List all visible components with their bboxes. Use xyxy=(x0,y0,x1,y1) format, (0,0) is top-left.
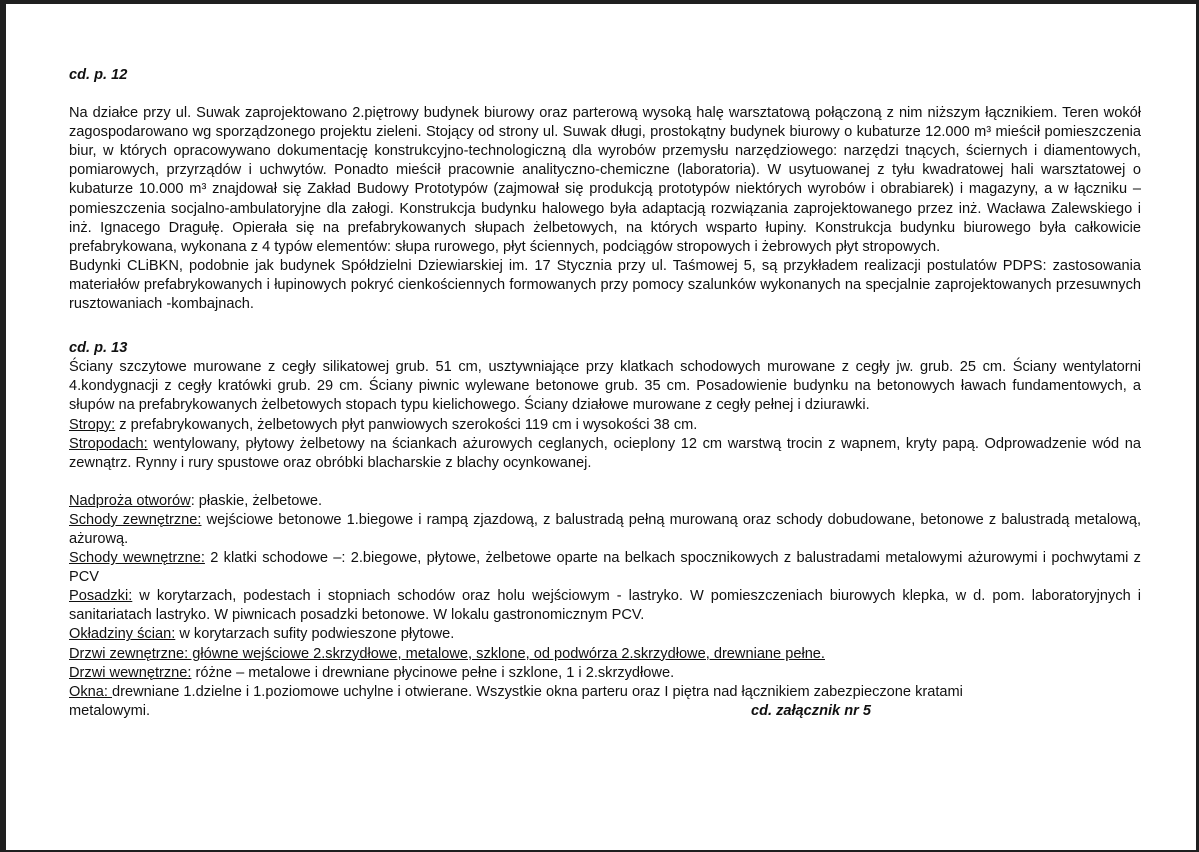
paragraph-walls: Ściany szczytowe murowane z cegły silikatowej grub. 51 cm, usztywniające przy klatkach schodowych murowane z cegły jw. grub. 25 cm. Ściany wentylatorni 4.kondygnacji z cegły kratówki grub. 29 cm. Ściany piwnic wylewane betonowe grub. 35 cm. Posadowienie budynku na betonowych ławach fundamentowych, a słupów na prefabrykowanych żelbetowych stopach typu kielichowego. Ściany działowe murowane z cegły pełnej i dziurawki. xyxy=(69,359,1141,414)
spec-label: Posadzki: xyxy=(69,588,133,605)
spec-label: Stropy: xyxy=(69,416,116,433)
spec-label: Drzwi zewnętrzne: główne wejściowe 2.skrzydłowe, metalowe, szklone, od podwórza 2.skrzydłowe, drewniane pełne. xyxy=(69,645,825,662)
section-heading-p13: cd. p. 13 xyxy=(69,340,128,357)
spacer xyxy=(69,314,1141,339)
spec-text: wejściowe betonowe 1.biegowe i rampą zjazdową, z balustradą pełną murowaną oraz schody dobudowane, betonowe z balustradą metalową, ażurową. xyxy=(69,511,1141,547)
spec-item xyxy=(69,511,1141,549)
spec-item xyxy=(69,625,1141,644)
spacer xyxy=(69,473,1141,492)
spec-label: Stropodach: xyxy=(69,435,148,452)
spec-item xyxy=(69,664,1141,683)
windows-last-line xyxy=(69,702,1141,721)
spec-text: : płaskie, żelbetowe. xyxy=(190,492,323,509)
spec-text: drewniane 1.dzielne i 1.poziomowe uchylne i otwierane. Wszystkie okna parteru oraz I piętra nad łącznikiem zabezpieczone kratami xyxy=(112,683,963,700)
spec-label: Schody zewnętrzne: xyxy=(69,511,202,528)
spec-item xyxy=(69,645,1141,664)
spec-item xyxy=(69,435,1141,473)
spec-text-continuation: metalowymi. xyxy=(69,702,151,719)
spec-text: w korytarzach, podestach i stopniach schodów oraz holu wejściowym - lastryko. W pomieszczeniach biurowych klepka, w d. pom. laboratoryjnych i sanitariatach lastryko. W piwnicach posadzki betonowe. W lokalu gastronomicznym PCV. xyxy=(69,588,1141,624)
spec-text: wentylowany, płytowy żelbetowy na ściankach ażurowych ceglanych, ocieplony 12 cm warstwą trocin z wapnem, kryty papą. Odprowadzenie wód na zewnątrz. Rynny i rury spustowe oraz obróbki blacharskie z blachy ocynkowanej. xyxy=(69,435,1141,471)
spec-item xyxy=(69,549,1141,587)
spec-label: Schody wewnętrzne: xyxy=(69,550,205,567)
spec-item xyxy=(69,416,1141,435)
spec-text: w korytarzach sufity podwieszone płytowe. xyxy=(175,626,455,643)
spec-text: 2 klatki schodowe –: 2.biegowe, płytowe, żelbetowe oparte na belkach spocznikowych z balustradami metalowymi ażurowymi i pochwytami z PCV xyxy=(69,550,1141,586)
document-page xyxy=(6,4,1196,850)
spacer xyxy=(69,85,1141,104)
document-content xyxy=(69,66,1141,721)
spec-label: Okładziny ścian: xyxy=(69,626,176,643)
paragraph-building-description: Na działce przy ul. Suwak zaprojektowano 2.piętrowy budynek biurowy oraz parterową wysoką halę warsztatową połączoną z nim niższym łącznikiem. Teren wokół zagospodarowano wg sporządzonego projektu zieleni. Stojący od strony ul. Suwak długi, prostokątny budynek biurowy o kubaturze 12.000 m³ mieścił pomieszczenia biur, w których opracowywano dokumentację konstrukcyjno-technologiczną dla wyrobów przemysłu narzędziowego: narzędzi tnących, ściernych i diamentowych, pomiarowych, przyrządów i uchwytów. Ponadto mieścił pracownie analityczno-chemiczne (laboratoria). W usytuowanej z tyłu kwadratowej hali warsztatowej o kubaturze 10.000 m³ znajdował się Zakład Budowy Prototypów (zajmował się produkcją prototypów niektórych wyrobów i obrabiarek) i magazyny, a w łączniku – pomieszczenia socjalno-ambulatoryjne dla załogi. Konstrukcja budynku halowego była adaptacją rozwiązania zaprojektowanego przez inż. Wacława Zalewskiego i inż. Ignacego Dragułę. Opierała się na prefabrykowanych słupach żelbetowych, na których wsparto łupiny. Konstrukcja budynku biurowego była całkowicie prefabrykowana, wykonana z 4 typów elementów: słupa rurowego, płyt ściennych, podciągów stropowych i żebrowych płyt stropowych. xyxy=(69,105,1141,255)
spec-item xyxy=(69,587,1141,625)
spec-label: Okna: xyxy=(69,683,112,700)
spec-label: Nadproża otworów xyxy=(69,492,191,509)
section-heading-p12: cd. p. 12 xyxy=(69,67,128,83)
paragraph-postulates: Budynki CLiBKN, podobnie jak budynek Spółdzielni Dziewiarskiej im. 17 Stycznia przy ul. Taśmowej 5, są przykładem realizacji postulatów PDPS: zastosowania materiałów prefabrykowanych i łupinowych pokryć cienkościennych formowanych przy pomocy szalunków wykonanych na specjalnie zaprojektowanych przesuwnych rusztowaniach -kombajnach. xyxy=(69,257,1141,313)
spec-text: różne – metalowe i drewniane płycinowe pełne i szklone, 1 i 2.skrzydłowe. xyxy=(191,664,675,681)
spec-text: z prefabrykowanych, żelbetowych płyt panwiowych szerokości 119 cm i wysokości 38 cm. xyxy=(115,416,698,433)
annex-reference: cd. załącznik nr 5 xyxy=(750,702,871,719)
spec-label: Drzwi wewnętrzne: xyxy=(69,664,192,681)
spec-item xyxy=(69,492,1141,511)
spec-item-windows xyxy=(69,683,1141,702)
